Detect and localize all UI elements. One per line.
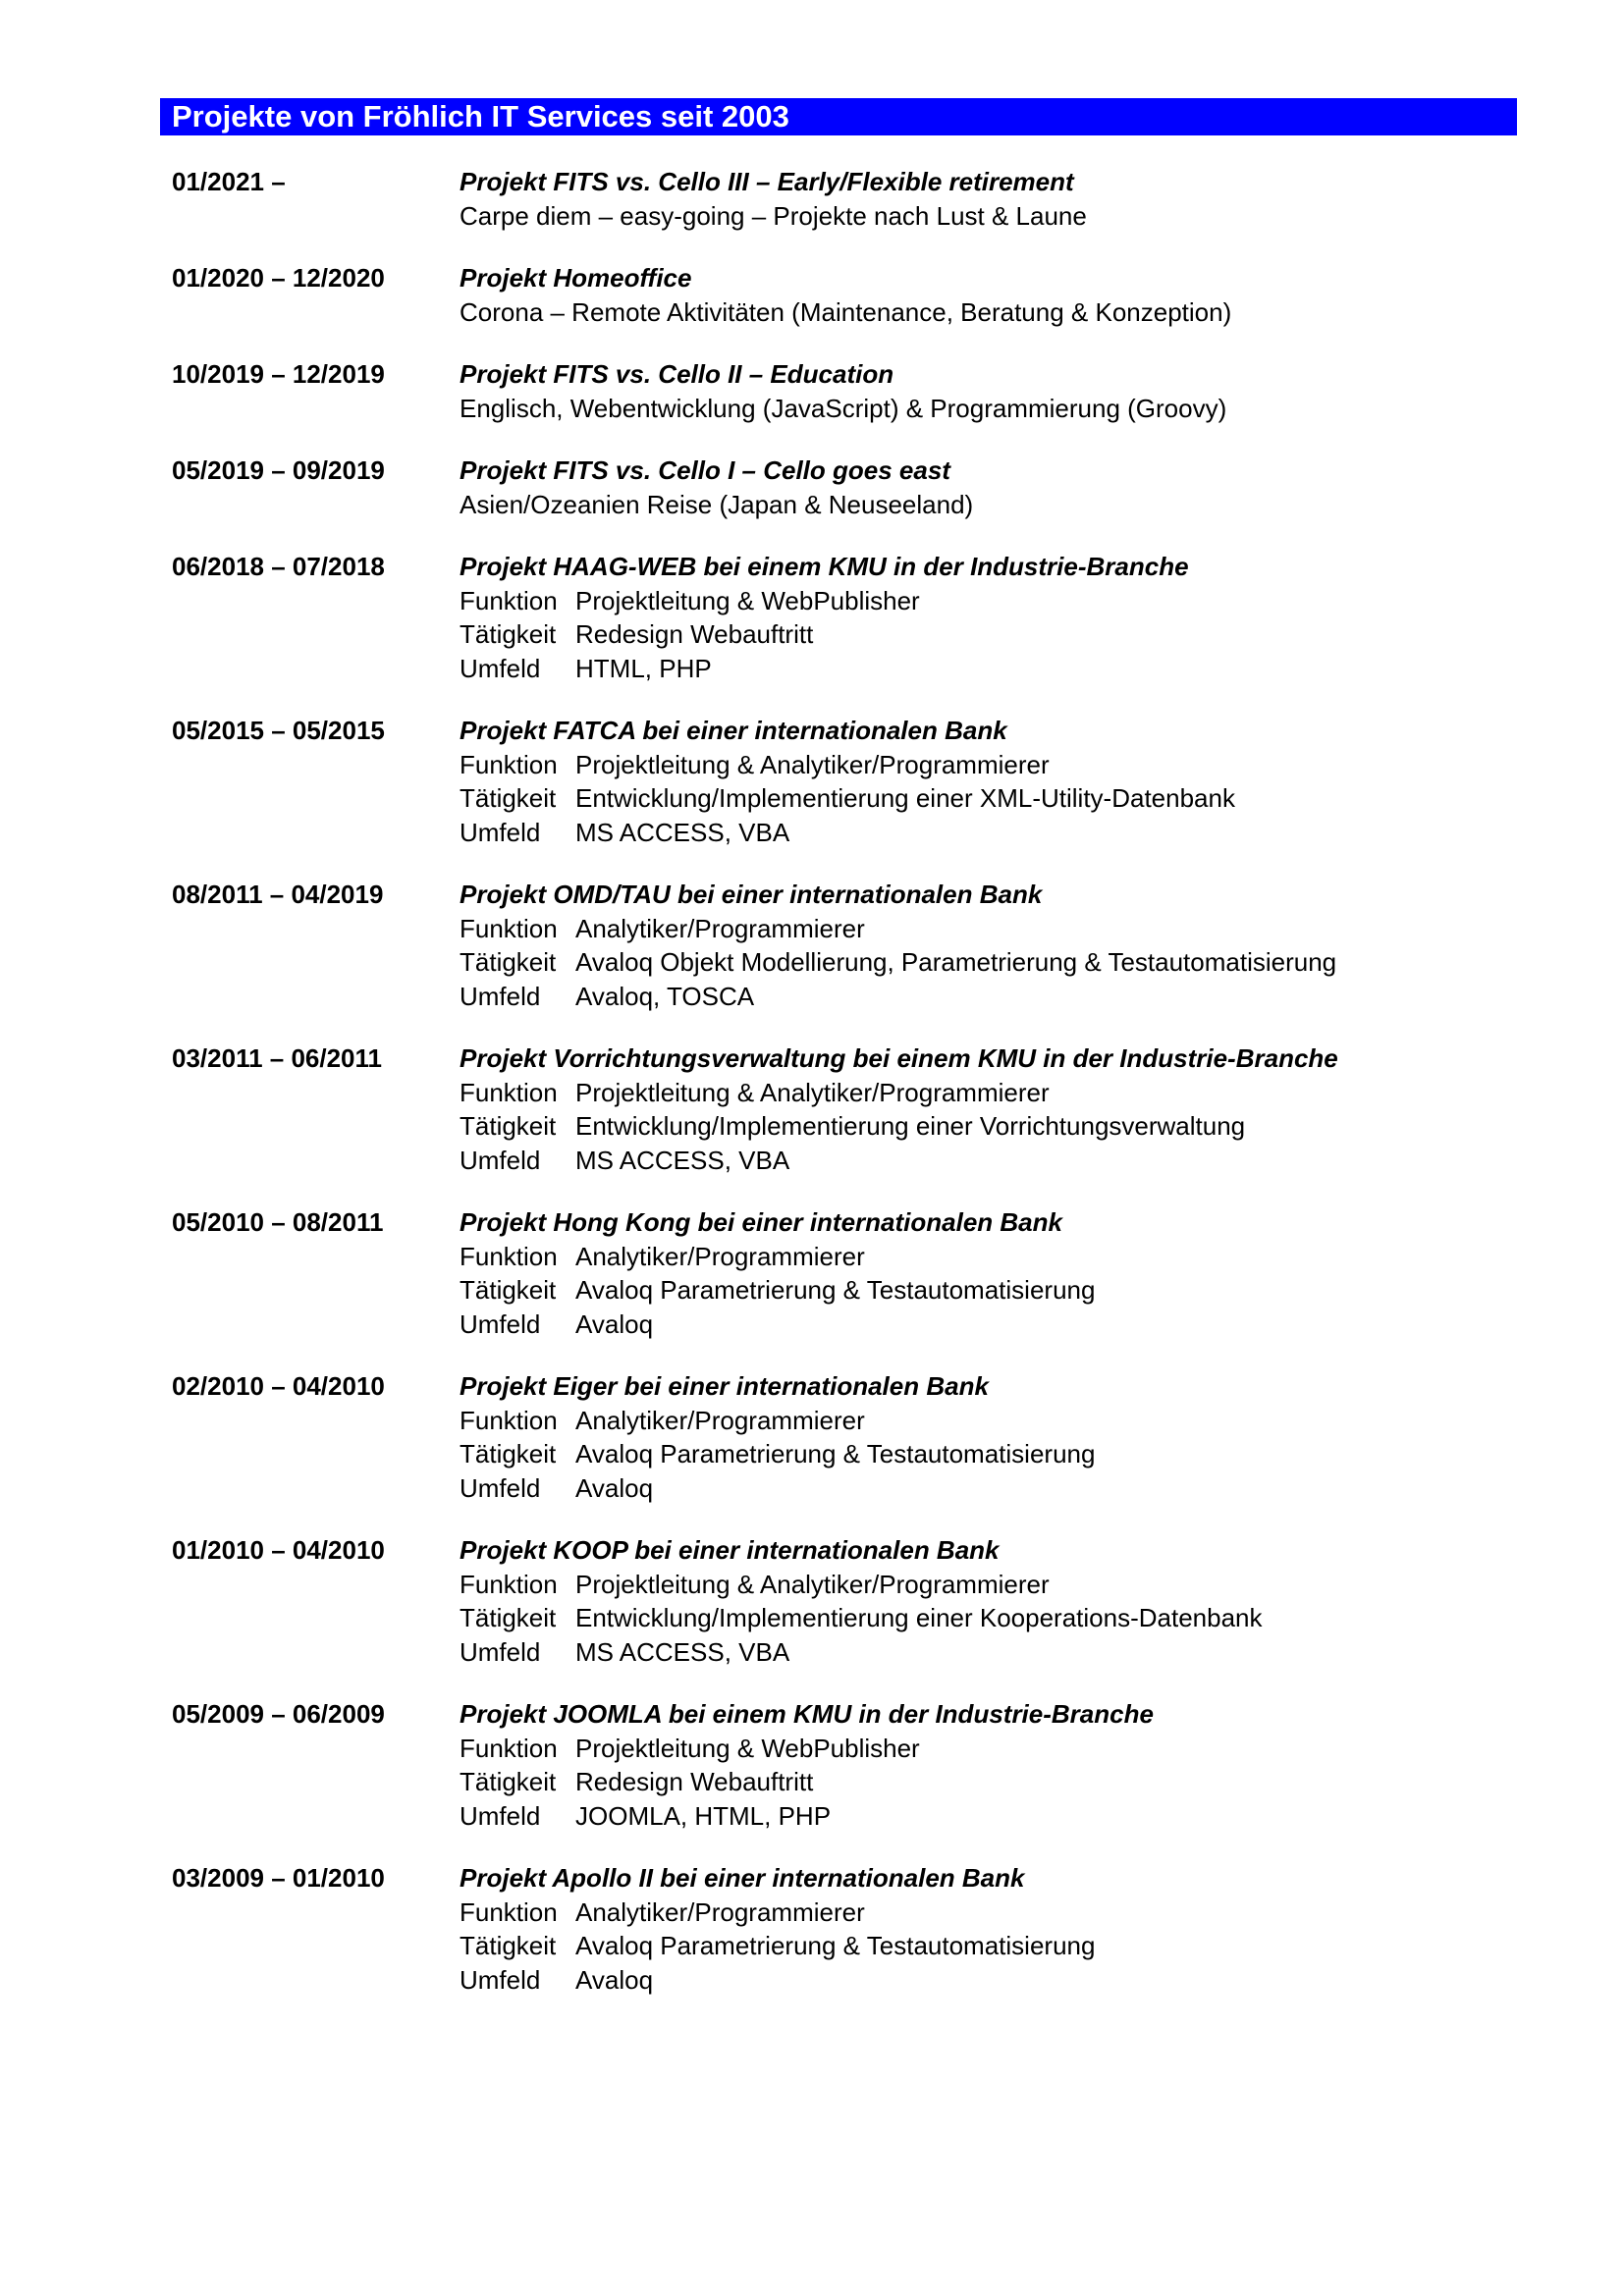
project-period: 02/2010 – 04/2010 (172, 1371, 385, 1401)
project-title: Projekt Hong Kong bei einer internationalen Bank (460, 1207, 1062, 1237)
umfeld-label: Umfeld (460, 817, 541, 847)
funktion-row (460, 1896, 1517, 1930)
umfeld-row (460, 652, 1517, 686)
project-description: Asien/Ozeanien Reise (Japan & Neuseeland) (460, 489, 974, 519)
umfeld-row (460, 1308, 1517, 1342)
funktion-row (460, 1240, 1517, 1274)
taetigkeit-value: Entwicklung/Implementierung einer Vorrichtungsverwaltung (575, 1111, 1246, 1141)
page-title: Projekte von Fröhlich IT Services seit 2003 (172, 99, 789, 133)
taetigkeit-row (460, 1929, 1517, 1963)
umfeld-label: Umfeld (460, 1800, 541, 1831)
project-entry (172, 1533, 1517, 1669)
taetigkeit-value: Avaloq Objekt Modellierung, Parametrierung & Testautomatisierung (575, 947, 1337, 977)
project-details (460, 1369, 1517, 1505)
project-title: Projekt FATCA bei einer internationalen Bank (460, 716, 1007, 745)
project-details (460, 165, 1517, 233)
project-entry (172, 1697, 1517, 1833)
project-period: 03/2009 – 01/2010 (172, 1863, 385, 1893)
funktion-row (460, 1404, 1517, 1438)
funktion-row (460, 912, 1517, 946)
project-title: Projekt FITS vs. Cello II – Education (460, 359, 894, 389)
umfeld-row (460, 1471, 1517, 1506)
project-period: 05/2019 – 09/2019 (172, 455, 385, 485)
taetigkeit-label: Tätigkeit (460, 1111, 557, 1141)
project-period: 08/2011 – 04/2019 (172, 880, 384, 909)
taetigkeit-label: Tätigkeit (460, 1603, 557, 1632)
taetigkeit-row (460, 1765, 1517, 1799)
umfeld-row (460, 1799, 1517, 1834)
funktion-value: Projektleitung & WebPublisher (575, 585, 920, 615)
project-details (460, 714, 1517, 849)
funktion-row (460, 748, 1517, 782)
project-entry (172, 357, 1517, 425)
funktion-row (460, 1076, 1517, 1110)
umfeld-row (460, 1635, 1517, 1670)
taetigkeit-label: Tätigkeit (460, 1275, 557, 1305)
project-entry (172, 714, 1517, 849)
umfeld-label: Umfeld (460, 1964, 541, 1995)
funktion-label: Funktion (460, 1896, 558, 1927)
project-title: Projekt Apollo II bei einer internationalen Bank (460, 1863, 1025, 1893)
project-period: 01/2021 – (172, 167, 286, 196)
project-entry (172, 1861, 1517, 1997)
taetigkeit-value: Redesign Webauftritt (575, 619, 814, 649)
funktion-value: Analytiker/Programmierer (575, 913, 865, 943)
umfeld-row (460, 980, 1517, 1014)
umfeld-value: MS ACCESS, VBA (575, 1145, 790, 1175)
taetigkeit-row (460, 1273, 1517, 1308)
project-period: 10/2019 – 12/2019 (172, 359, 385, 389)
project-title: Projekt HAAG-WEB bei einem KMU in der Industrie-Branche (460, 552, 1189, 581)
funktion-row (460, 1568, 1517, 1602)
project-details (460, 1041, 1517, 1177)
taetigkeit-label: Tätigkeit (460, 619, 557, 649)
umfeld-label: Umfeld (460, 981, 541, 1011)
project-period: 05/2015 – 05/2015 (172, 716, 385, 745)
taetigkeit-label: Tätigkeit (460, 1767, 557, 1796)
project-details (460, 261, 1517, 329)
project-title: Projekt Eiger bei einer internationalen Bank (460, 1371, 989, 1401)
taetigkeit-value: Entwicklung/Implementierung einer XML-Utility-Datenbank (575, 783, 1235, 813)
umfeld-label: Umfeld (460, 1636, 541, 1667)
funktion-label: Funktion (460, 749, 558, 779)
taetigkeit-value: Avaloq Parametrierung & Testautomatisierung (575, 1931, 1096, 1960)
taetigkeit-label: Tätigkeit (460, 1931, 557, 1960)
project-title: Projekt OMD/TAU bei einer internationalen Bank (460, 880, 1043, 909)
project-entry (172, 878, 1517, 1013)
funktion-value: Analytiker/Programmierer (575, 1241, 865, 1271)
project-title: Projekt FITS vs. Cello I – Cello goes east (460, 455, 950, 485)
project-entry (172, 454, 1517, 521)
funktion-label: Funktion (460, 1569, 558, 1599)
taetigkeit-value: Entwicklung/Implementierung einer Kooperations-Datenbank (575, 1603, 1263, 1632)
umfeld-value: Avaloq (575, 1472, 654, 1503)
project-entry (172, 165, 1517, 233)
funktion-label: Funktion (460, 913, 558, 943)
project-entry (172, 1369, 1517, 1505)
funktion-label: Funktion (460, 1405, 558, 1435)
funktion-label: Funktion (460, 1077, 558, 1107)
project-entry (172, 550, 1517, 685)
project-details (460, 550, 1517, 685)
funktion-value: Projektleitung & Analytiker/Programmierer (575, 749, 1050, 779)
taetigkeit-value: Redesign Webauftritt (575, 1767, 814, 1796)
project-period: 06/2018 – 07/2018 (172, 552, 385, 581)
taetigkeit-value: Avaloq Parametrierung & Testautomatisierung (575, 1439, 1096, 1468)
umfeld-value: MS ACCESS, VBA (575, 817, 790, 847)
umfeld-value: MS ACCESS, VBA (575, 1636, 790, 1667)
taetigkeit-label: Tätigkeit (460, 947, 557, 977)
project-period: 05/2010 – 08/2011 (172, 1207, 384, 1237)
taetigkeit-row (460, 1437, 1517, 1471)
project-period: 05/2009 – 06/2009 (172, 1699, 385, 1729)
umfeld-label: Umfeld (460, 1472, 541, 1503)
funktion-label: Funktion (460, 585, 558, 615)
project-title: Projekt Vorrichtungsverwaltung bei einem KMU in der Industrie-Branche (460, 1043, 1338, 1073)
header-bar (160, 98, 1517, 135)
umfeld-row (460, 1963, 1517, 1998)
project-details (460, 1861, 1517, 1997)
project-period: 03/2011 – 06/2011 (172, 1043, 383, 1073)
funktion-value: Analytiker/Programmierer (575, 1896, 865, 1927)
project-entry (172, 261, 1517, 329)
project-details (460, 1697, 1517, 1833)
taetigkeit-row (460, 1601, 1517, 1635)
project-details (460, 1533, 1517, 1669)
taetigkeit-row (460, 617, 1517, 652)
project-period: 01/2010 – 04/2010 (172, 1535, 385, 1565)
umfeld-label: Umfeld (460, 1145, 541, 1175)
funktion-label: Funktion (460, 1241, 558, 1271)
project-period: 01/2020 – 12/2020 (172, 263, 385, 293)
project-details (460, 357, 1517, 425)
project-title: Projekt FITS vs. Cello III – Early/Flexible retirement (460, 167, 1074, 196)
project-title: Projekt Homeoffice (460, 263, 692, 293)
project-entry (172, 1205, 1517, 1341)
project-title: Projekt KOOP bei einer internationalen Bank (460, 1535, 1000, 1565)
funktion-value: Projektleitung & Analytiker/Programmierer (575, 1569, 1050, 1599)
project-description: Englisch, Webentwicklung (JavaScript) & Programmierung (Groovy) (460, 393, 1227, 423)
umfeld-row (460, 816, 1517, 850)
taetigkeit-row (460, 781, 1517, 816)
funktion-row (460, 1732, 1517, 1766)
project-list (172, 165, 1517, 2025)
project-details (460, 878, 1517, 1013)
umfeld-value: JOOMLA, HTML, PHP (575, 1800, 832, 1831)
taetigkeit-row (460, 1109, 1517, 1144)
funktion-value: Projektleitung & Analytiker/Programmierer (575, 1077, 1050, 1107)
funktion-value: Projektleitung & WebPublisher (575, 1733, 920, 1763)
project-details (460, 1205, 1517, 1341)
taetigkeit-label: Tätigkeit (460, 783, 557, 813)
umfeld-label: Umfeld (460, 653, 541, 683)
project-description: Carpe diem – easy-going – Projekte nach Lust & Laune (460, 200, 1087, 231)
project-entry (172, 1041, 1517, 1177)
taetigkeit-row (460, 945, 1517, 980)
umfeld-value: Avaloq (575, 1308, 654, 1339)
funktion-label: Funktion (460, 1733, 558, 1763)
taetigkeit-label: Tätigkeit (460, 1439, 557, 1468)
project-title: Projekt JOOMLA bei einem KMU in der Industrie-Branche (460, 1699, 1154, 1729)
funktion-row (460, 584, 1517, 618)
umfeld-label: Umfeld (460, 1308, 541, 1339)
umfeld-value: Avaloq (575, 1964, 654, 1995)
funktion-value: Analytiker/Programmierer (575, 1405, 865, 1435)
project-details (460, 454, 1517, 521)
project-description: Corona – Remote Aktivitäten (Maintenance, Beratung & Konzeption) (460, 296, 1232, 327)
taetigkeit-value: Avaloq Parametrierung & Testautomatisierung (575, 1275, 1096, 1305)
umfeld-value: HTML, PHP (575, 653, 712, 683)
umfeld-row (460, 1144, 1517, 1178)
umfeld-value: Avaloq, TOSCA (575, 981, 755, 1011)
